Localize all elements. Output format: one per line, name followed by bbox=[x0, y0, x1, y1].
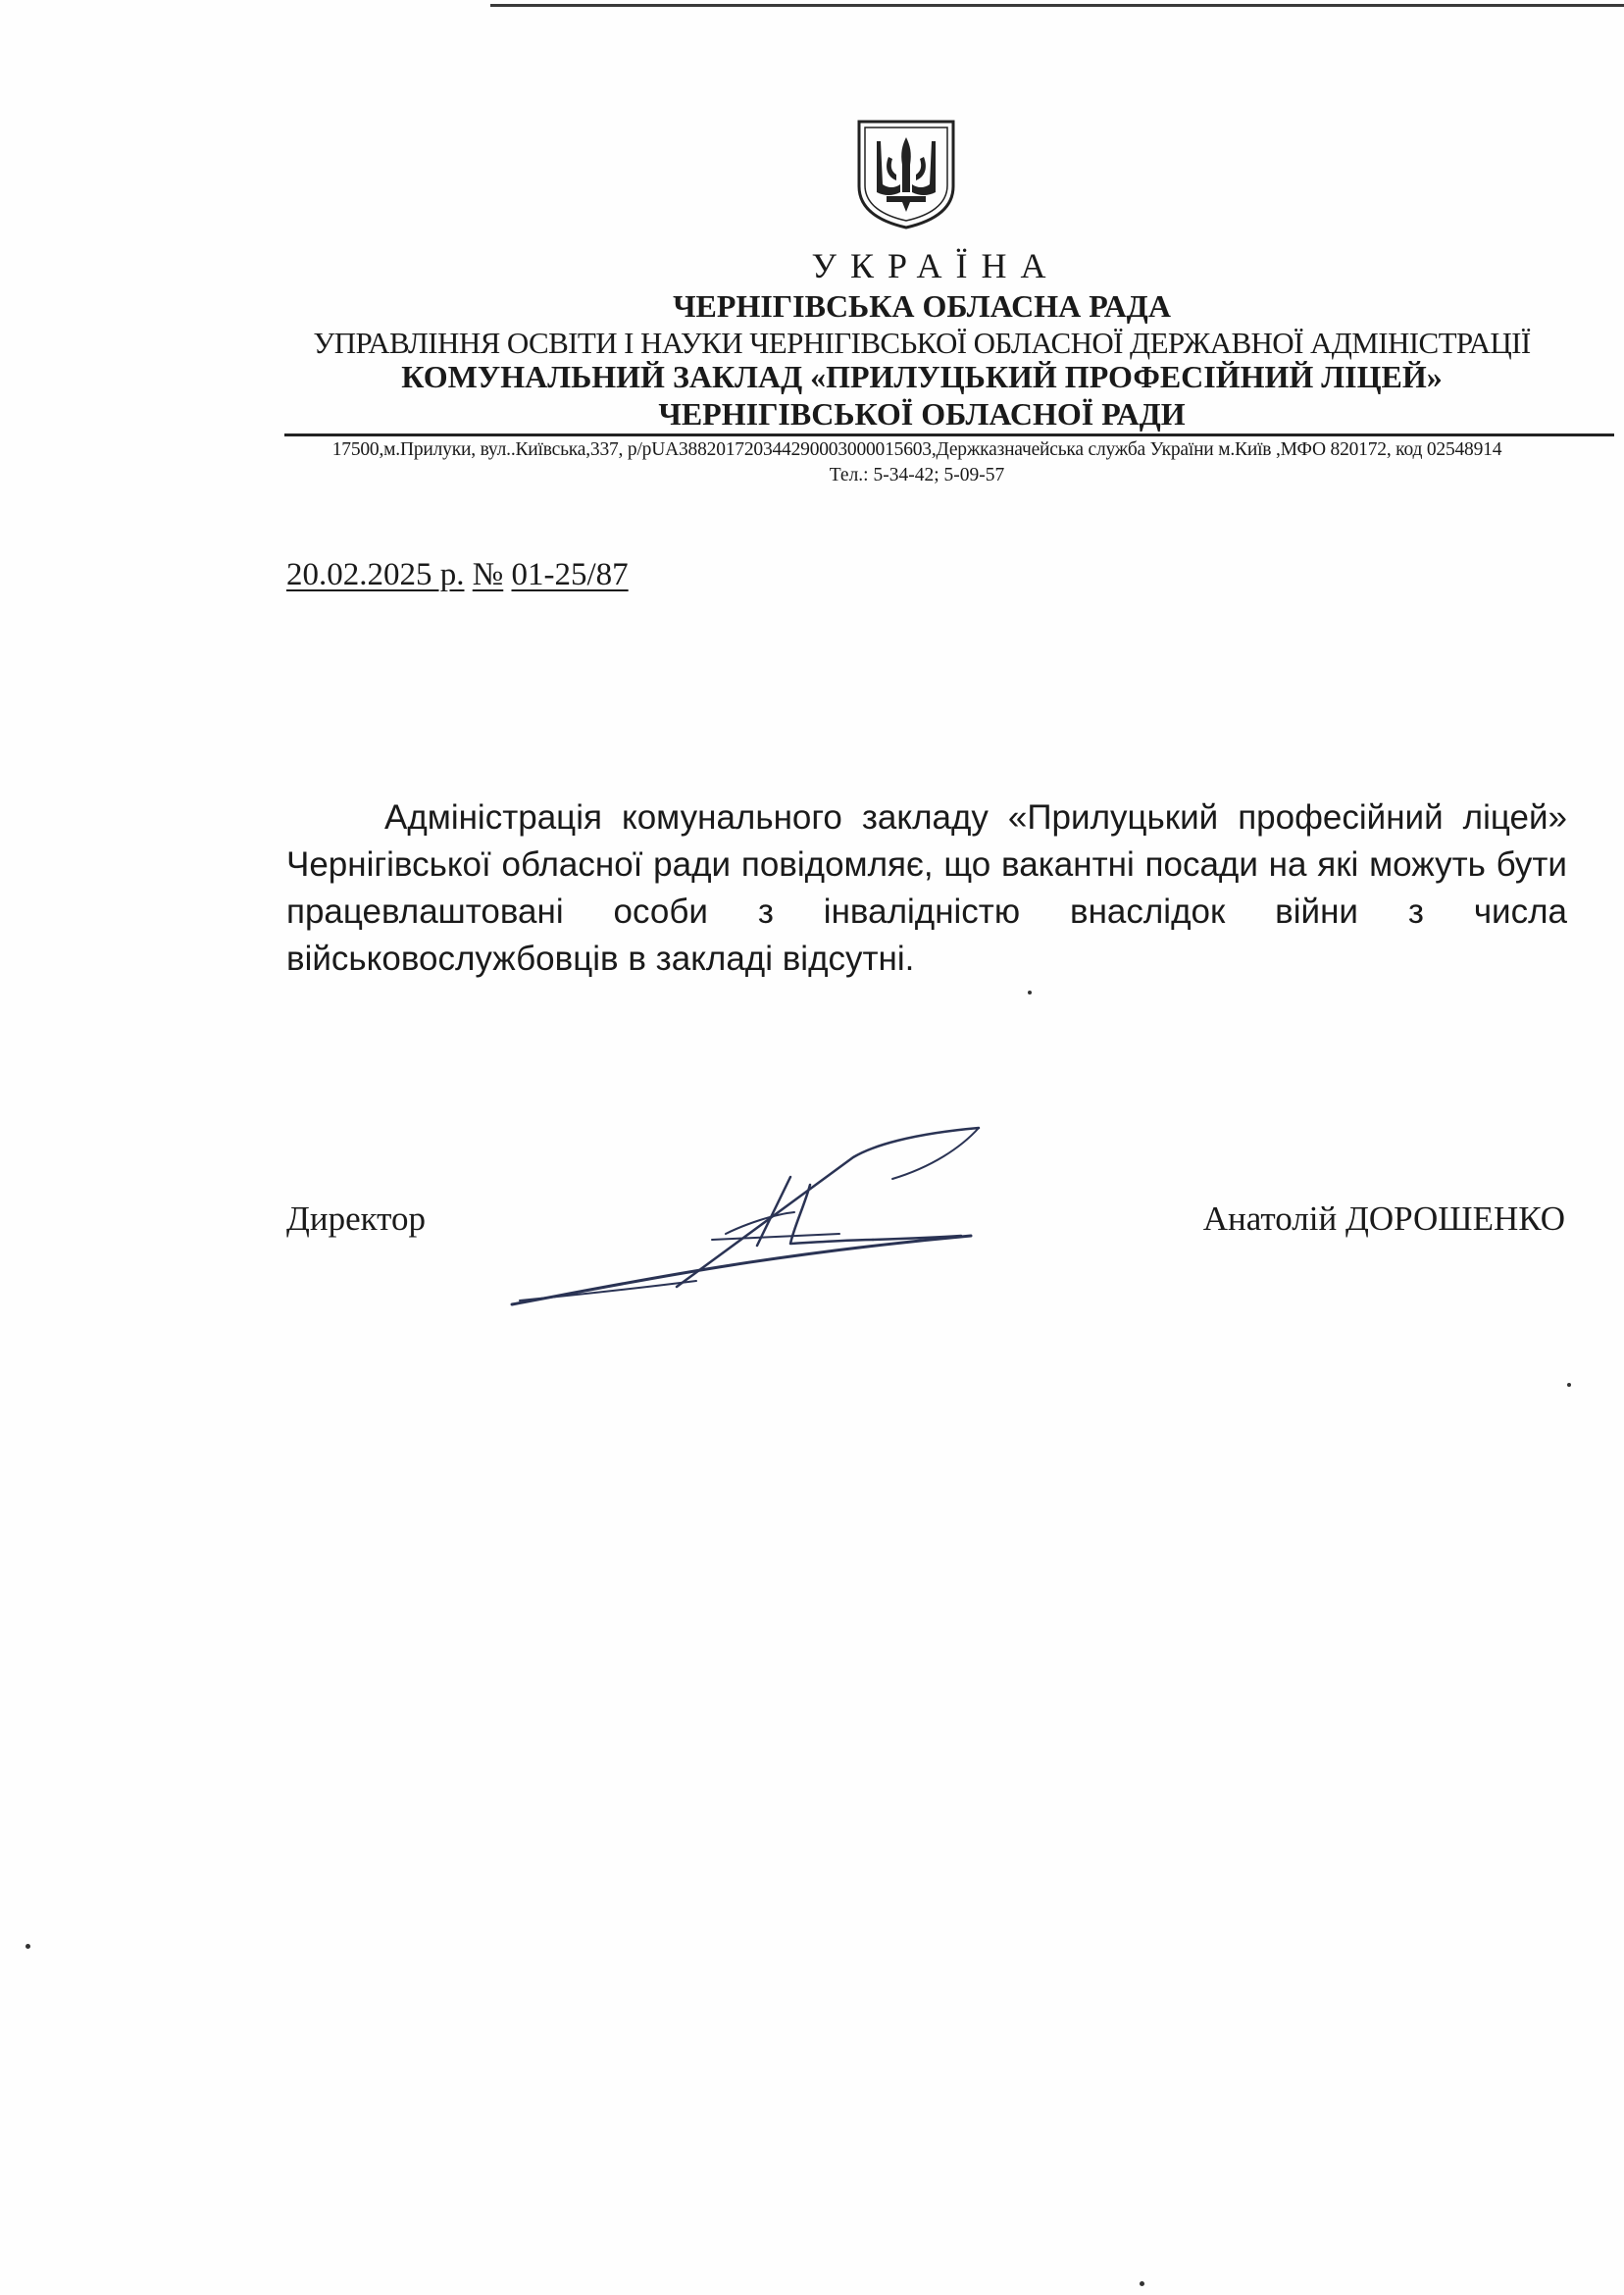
scan-speck bbox=[1567, 1383, 1571, 1387]
number-sign: № bbox=[472, 557, 504, 592]
letter-body: Адміністрація комунального закладу «Прилуцький професійний ліцей» Чернігівської обласної ради повідомляє, що вакантні посади на які можуть бути працевлаштовані особи з інвалідністю внаслідок війни з числа військовослужбовців в закладі відсутні. bbox=[286, 798, 1567, 978]
scan-speck bbox=[1140, 2281, 1144, 2286]
scan-speck bbox=[25, 1944, 30, 1949]
handwritten-signature bbox=[500, 1118, 1010, 1314]
scan-edge-line bbox=[490, 4, 1624, 7]
coat-of-arms-icon bbox=[853, 116, 959, 231]
country-heading: УКРАЇНА bbox=[811, 246, 1060, 285]
document-date: 20.02.2025 р. bbox=[286, 557, 465, 592]
document-number: 01-25/87 bbox=[511, 557, 629, 592]
institution-name-line1: КОМУНАЛЬНИЙ ЗАКЛАД «ПРИЛУЦЬКИЙ ПРОФЕСІЙНИЙ ЛІЦЕЙ» bbox=[401, 359, 1443, 394]
signatory-title: Директор bbox=[286, 1199, 427, 1238]
institution-name-line2: ЧЕРНІГІВСЬКОЇ ОБЛАСНОЇ РАДИ bbox=[658, 396, 1186, 432]
signatory-name: Анатолій ДОРОШЕНКО bbox=[1202, 1199, 1565, 1238]
scan-speck bbox=[1028, 991, 1032, 994]
department-heading: УПРАВЛІННЯ ОСВІТИ І НАУКИ ЧЕРНІГІВСЬКОЇ ОБЛАСНОЇ ДЕРЖАВНОЇ АДМІНІСТРАЦІЇ bbox=[313, 326, 1531, 360]
institution-address: 17500,м.Прилуки, вул..Київська,337, р/рUA388201720344290003000015603,Держказначейська служба України м.Київ ,МФО 820172, код 02548914 bbox=[331, 439, 1502, 460]
institution-phones: Тел.: 5-34-42; 5-09-57 bbox=[829, 465, 1005, 485]
regional-council-heading: ЧЕРНІГІВСЬКА ОБЛАСНА РАДА bbox=[673, 288, 1171, 324]
header-divider bbox=[284, 434, 1614, 436]
document-reference bbox=[286, 557, 629, 593]
